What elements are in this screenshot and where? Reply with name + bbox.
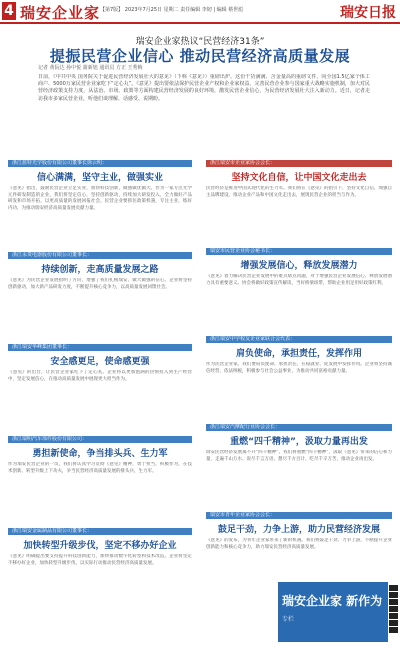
section-block: [8, 252, 192, 344]
section-band: 浙江瑞安华峰集团董事长：: [8, 344, 192, 351]
section-band: 浙江永贵电器股份有限公司董事长：: [8, 252, 192, 259]
section-title: 勇担新使命，争当排头兵、生力军: [32, 449, 168, 459]
section-title: 持续创新，走高质量发展之路: [41, 265, 159, 275]
section-title: 坚持文化自信，让中国文化走出去: [231, 173, 367, 183]
section-title: 信心满满，坚守主业，做强实业: [36, 173, 163, 183]
section-body: 《意见》的发布，为青年企业家带来了新的机遇。我们将鼓足干劲、力争上游，不断提升企业创新能力和核心竞争力，助力瑞安民营经济高质量发展。: [206, 538, 392, 550]
section-band: 浙江瑞安中学校友企业家联合会代表：: [206, 336, 392, 343]
right-column: [206, 160, 392, 582]
section-body: 《意见》为民营企业发展指明了方向，增强了我们扎根瑞安、做大做强的信心。企业将坚持创新驱动，加大新产品研发力度，不断提升核心竞争力，以高质量发展回馈社会。: [8, 278, 192, 290]
section-title: 加快转型升级步伐，坚定不移办好企业: [23, 541, 177, 551]
section-name: 瑞安企业家: [20, 4, 101, 22]
section-block: [206, 160, 392, 248]
barcode-icon: [389, 585, 398, 637]
section-band: 瑞安市青年企业家协会会长：: [206, 512, 392, 519]
article-lead: 日前，《中共中央 国务院关于促进民营经济发展壮大的意见》（下称《意见》）重磅出炉。这份干货满满、含金量高的重磅文件，向全国1.5亿家个体工商户、5000万家民营企业家吃下“定心丸”。《意见》提出要依法保护民营企业产权和企业家权益，完善民营企业参与国家重大战略实施机制，加大对民营经济政策支持力度，从法治、市场、政策等方面构建民营经济发展的良好环境，激发民营企业信心，为民营经济发展壮大注入新动力。近日，记者走访我市多家民营企业，听他们谈理解、话感受、说期盼。: [38, 74, 370, 102]
section-body: 《意见》着力解决民营企业发展中的难点堵点问题，对于增强民营企业发展信心、释放发展潜力具有重要意义。协会将做好政策宣传解读，当好桥梁纽带，帮助企业用足用好政策红利。: [206, 274, 392, 286]
section-block: [206, 336, 392, 424]
page-number: 4: [2, 2, 16, 20]
section-title: 重燃“四千精神”，汲取力量再出发: [230, 437, 368, 447]
promo-title: 瑞安企业家 新作为: [282, 594, 383, 608]
section-band: 浙江瑞安市企业家协会会长：: [206, 160, 392, 167]
section-band: 浙江瑞安金属制品有限公司董事长：: [8, 528, 192, 535]
section-body: 民营经济是推进中国式现代化的生力军。我们将在《意见》的指引下，坚持文化自信，加强自主品牌建设，推动企业产品和中国文化走出去，展现民营企业的担当与作为。: [206, 186, 392, 198]
promo-subtitle: 专栏: [282, 616, 295, 623]
section-body: 《意见》指出，鼓励民营企业立足实业，加快科技创新，做强做优做大。作为一家专注光学元件研发制造的企业，我们将坚定信心，坚持创新驱动，持续加大研发投入，全力做好产品研发和市场开拓，以更高质量的发展回报社会。民营企业要抓住政策机遇，专注主业，练好内功，为推动瑞安经济高质量发展贡献力量。: [8, 186, 192, 211]
section-band: 浙江瑞安汽摩配行业协会会长：: [206, 424, 392, 431]
article-byline: 记者 黄阮达 孙中悦 蒲新旭 通讯员 方正 王秀梅: [38, 65, 143, 71]
section-block: [8, 436, 192, 528]
page-header: [0, 0, 400, 22]
section-body: 瑞安民营经济发展离不开“四千精神”。我们将重燃“四千精神”，汲取《意见》带来的信心和力量，走遍千山万水、说尽千言万语、想尽千方百计、吃尽千辛万苦，推动企业再出发。: [206, 450, 392, 462]
section-title: 增强发展信心，释放发展潜力: [240, 261, 358, 271]
section-block: [8, 528, 192, 620]
section-band: 浙江蓝特光学股份有限公司董事长徐云明：: [8, 160, 192, 167]
section-band: 瑞安市民营企业协会秘书长：: [206, 248, 392, 255]
section-title: 肩负使命，承担责任，发挥作用: [235, 349, 362, 359]
section-title: 安全感更足，使命感更强: [50, 357, 150, 367]
section-body: 《意见》的出台，让民营企业家吃下了定心丸。企业将以更加饱满的热情投入到生产经营中，坚定发展信心，在推动高质量发展中展现更大担当作为。: [8, 370, 192, 382]
issue-meta: 【第7版】 2023年7月25日 星期二 责任编辑 李韧 | 编辑 蔡世彪: [100, 7, 244, 13]
section-block: [206, 248, 392, 336]
header-rule: [0, 22, 400, 24]
section-body: 作为民营企业家，我们要肩负使命、承担责任，在稳就业、促发展中发挥作用。企业将坚持诚信经营，依法纳税，积极参与社会公益事业，为推动共同富裕贡献力量。: [206, 362, 392, 374]
section-block: [206, 512, 392, 582]
masthead-logo: 瑞安日报: [340, 5, 396, 21]
section-band: 浙江瑞明汽车部件股份有限公司：: [8, 436, 192, 443]
section-block: [206, 424, 392, 512]
article-kicker: 瑞安企业家热议“民营经济31条”: [135, 37, 265, 47]
left-column: [8, 160, 192, 620]
promo-banner: [278, 582, 388, 642]
article-headline: 提振民营企业信心 推动民营经济高质量发展: [49, 47, 351, 65]
section-body: 作为瑞安民营企业的一员，我们将认真学习贯彻《意见》精神，勇于担当，积极作为，在技术创新、转型升级上下功夫，争当民营经济高质量发展的排头兵、生力军。: [8, 462, 192, 474]
section-block: [8, 160, 192, 252]
section-block: [8, 344, 192, 436]
section-title: 鼓足干劲，力争上游，助力民营经济发展: [217, 525, 380, 535]
section-body: 《意见》明确提出要支持提升科技创新能力，加快推动数字化转型和技术改造。企业将坚定不移办好企业，加快转型升级步伐，以实际行动推动民营经济高质量发展。: [8, 554, 192, 566]
